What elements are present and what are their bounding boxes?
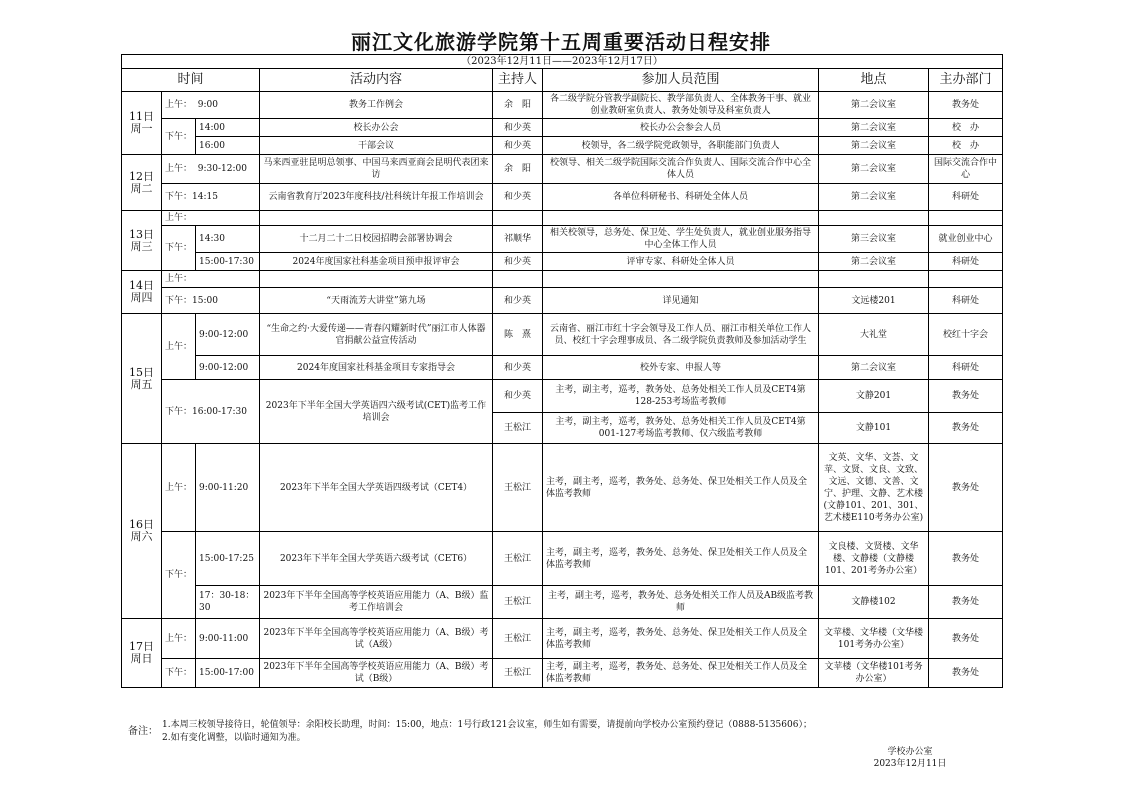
activity-content: 2023年下半年全国高等学校英语应用能力（A、B级）考试（A级） — [260, 619, 493, 659]
date-range: （2023年12月11日——2023年12月17日） — [122, 55, 1003, 69]
time-label: 17：30-18：30 — [196, 586, 260, 619]
participants: 相关校领导，总务处、保卫处、学生处负责人，就业创业服务指导中心全体工作人员 — [543, 226, 819, 253]
day-cell-16 — [122, 444, 162, 619]
location: 第二会议室 — [819, 119, 929, 137]
activity-content: 教务工作例会 — [260, 92, 493, 119]
dept: 教务处 — [929, 92, 1003, 119]
header-row — [122, 69, 1003, 92]
participants: 云南省、丽江市红十字会领导及工作人员、丽江市相关单位工作人员、校红十字会理事成员、各二级学院负责教师及参加活动学生 — [543, 314, 819, 356]
table-row — [122, 356, 1003, 380]
day-weekday: 周四 — [130, 291, 153, 304]
time-label: 9:00-11:00 — [196, 619, 260, 659]
host: 和少英 — [493, 119, 543, 137]
period-label: 下午： — [162, 119, 196, 155]
period-time — [162, 380, 260, 444]
dept: 教务处 — [929, 659, 1003, 688]
dept: 教务处 — [929, 380, 1003, 413]
period-label: 上午： — [165, 164, 193, 174]
header-dept: 主办部门 — [929, 69, 1003, 92]
location: 第三会议室 — [819, 226, 929, 253]
host: 和少英 — [493, 380, 543, 413]
dept: 国际交流合作中心 — [929, 155, 1003, 184]
activity-content: 干部会议 — [260, 137, 493, 155]
header-content: 活动内容 — [260, 69, 493, 92]
participants: 校长办公会参会人员 — [543, 119, 819, 137]
time-label: 14:00 — [196, 119, 260, 137]
time-label: 16:00-17:30 — [192, 406, 247, 417]
location: 第二会议室 — [819, 155, 929, 184]
location: 文静201 — [819, 380, 929, 413]
table-row — [122, 184, 1003, 211]
host: 王松江 — [493, 619, 543, 659]
activity-content: 2023年下半年全国大学英语六级考试（CET6） — [260, 532, 493, 586]
participants: 主考，副主考，巡考，教务处、总务处、保卫处相关工作人员及全体监考教师 — [543, 659, 819, 688]
day-date: 14日 — [129, 279, 154, 292]
day-date: 17日 — [129, 640, 154, 653]
table-row — [122, 211, 1003, 226]
participants: 主考，副主考，巡考，教务处、总务处、保卫处相关工作人员及全体监考教师 — [543, 444, 819, 532]
table-row — [122, 532, 1003, 586]
period-label: 上午： — [162, 619, 196, 659]
period-label: 下午： — [162, 532, 196, 619]
day-weekday: 周日 — [130, 652, 153, 665]
participants: 校外专家、申报人等 — [543, 356, 819, 380]
document-title: 丽江文化旅游学院第十五周重要活动日程安排 — [351, 30, 771, 54]
day-date: 12日 — [129, 169, 154, 183]
header-participants: 参加人员范围 — [543, 69, 819, 92]
dept: 校 办 — [929, 119, 1003, 137]
activity-content: 2023年下半年全国高等学校英语应用能力（A、B级）监考工作培训会 — [260, 586, 493, 619]
host: 祁顺华 — [493, 226, 543, 253]
day-cell-14 — [122, 271, 162, 314]
day-weekday: 周一 — [130, 122, 153, 135]
day-weekday: 周六 — [130, 530, 153, 543]
participants: 主考，副主考，巡考，教务处、总务处相关工作人员及CET4第001-127考场监考教师、仅六级监考教师 — [543, 413, 819, 444]
dept: 教务处 — [929, 532, 1003, 586]
time-label: 15:00 — [192, 295, 218, 306]
host: 王松江 — [493, 586, 543, 619]
time-label: 15:00-17:30 — [196, 253, 260, 271]
activity-content: 十二月二十二日校园招聘会部署协调会 — [260, 226, 493, 253]
time-label: 14:15 — [192, 192, 218, 202]
day-cell-13 — [122, 211, 162, 271]
time-label: 9:00 — [197, 100, 218, 110]
location: 第二会议室 — [819, 137, 929, 155]
host: 王松江 — [493, 659, 543, 688]
activity-content: 2023年下半年全国大学英语四级考试（CET4） — [260, 444, 493, 532]
table-row — [122, 380, 1003, 413]
dept: 教务处 — [929, 444, 1003, 532]
location: 文苹楼（文华楼101考务办公室） — [819, 659, 929, 688]
dept: 科研处 — [929, 288, 1003, 314]
time-label: 15:00-17:00 — [196, 659, 260, 688]
host: 和少英 — [493, 184, 543, 211]
participants: 主考，副主考，巡考，教务处、总务处、保卫处相关工作人员及全体监考教师 — [543, 619, 819, 659]
table-row — [122, 155, 1003, 184]
activity-content: 云南省教育厅2023年度科技/社科统计年报工作培训会 — [260, 184, 493, 211]
host: 和少英 — [493, 137, 543, 155]
header-time: 时间 — [122, 69, 260, 92]
location: 大礼堂 — [819, 314, 929, 356]
period-label: 上午： — [162, 271, 260, 288]
host: 陈 熹 — [493, 314, 543, 356]
participants: 校领导、相关二级学院国际交流合作负责人、国际交流合作中心全体人员 — [543, 155, 819, 184]
participants: 校领导，各二级学院党政领导，各职能部门负责人 — [543, 137, 819, 155]
period-time — [162, 92, 260, 119]
host: 王松江 — [493, 532, 543, 586]
host: 和少英 — [493, 356, 543, 380]
day-date: 13日 — [129, 227, 154, 241]
table-row — [122, 253, 1003, 271]
dept: 科研处 — [929, 184, 1003, 211]
activity-content: 校长办公会 — [260, 119, 493, 137]
dept: 科研处 — [929, 356, 1003, 380]
location: 文静101 — [819, 413, 929, 444]
period-label: 上午： — [162, 444, 196, 532]
period-label: 下午： — [165, 295, 193, 306]
activity-content: 2023年下半年全国大学英语四六级考试(CET)监考工作培训会 — [260, 380, 493, 444]
header-location: 地点 — [819, 69, 929, 92]
host: 王松江 — [493, 444, 543, 532]
activity-content: “天雨流芳大讲堂”第九场 — [260, 288, 493, 314]
table-row — [122, 137, 1003, 155]
participants: 各二级学院分管教学副院长、教学部负责人、全体教务干事、就业创业教研室负责人、教务处领导及科室负责人 — [543, 92, 819, 119]
time-label: 9:00-12:00 — [196, 314, 260, 356]
footer-office: 学校办公室 — [887, 747, 933, 757]
location: 文远楼201 — [819, 288, 929, 314]
participants: 评审专家、科研处全体人员 — [543, 253, 819, 271]
time-label: 9:00-11:20 — [196, 444, 260, 532]
note-line-2: 2.如有变化调整，以临时通知为准。 — [162, 733, 306, 743]
table-row — [122, 314, 1003, 356]
table-row — [122, 119, 1003, 137]
dept: 校红十字会 — [929, 314, 1003, 356]
dept: 校 办 — [929, 137, 1003, 155]
day-cell-17 — [122, 619, 162, 688]
day-weekday: 周二 — [130, 181, 153, 195]
host: 余 阳 — [493, 92, 543, 119]
dept: 科研处 — [929, 253, 1003, 271]
table-row — [122, 92, 1003, 119]
time-label: 14:30 — [196, 226, 260, 253]
period-label: 上午： — [165, 100, 193, 110]
host: 王松江 — [493, 413, 543, 444]
table-row — [122, 586, 1003, 619]
time-label: 15:00-17:25 — [196, 532, 260, 586]
period-label: 下午： — [162, 659, 196, 688]
footer-date: 2023年12月11日 — [873, 759, 947, 769]
participants: 主考，副主考，巡考，教务处、总务处相关工作人员及AB级监考教师 — [543, 586, 819, 619]
table-row — [122, 659, 1003, 688]
day-date: 15日 — [129, 365, 154, 379]
activity-content: 2023年下半年全国高等学校英语应用能力（A、B级）考试（B级） — [260, 659, 493, 688]
location: 第二会议室 — [819, 356, 929, 380]
period-label: 下午： — [162, 226, 196, 271]
period-time — [162, 184, 260, 211]
day-date: 11日 — [129, 110, 154, 123]
table-row — [122, 271, 1003, 288]
dept: 教务处 — [929, 586, 1003, 619]
day-weekday: 周五 — [130, 377, 153, 391]
period-label: 下午： — [165, 192, 193, 202]
dept: 教务处 — [929, 413, 1003, 444]
dept: 教务处 — [929, 619, 1003, 659]
period-time — [162, 288, 260, 314]
table-row — [122, 226, 1003, 253]
day-cell-11 — [122, 92, 162, 155]
location: 第二会议室 — [819, 253, 929, 271]
location: 文良楼、文贤楼、文华楼、文静楼（文静楼101、201考务办公室） — [819, 532, 929, 586]
participants: 各单位科研秘书、科研处全体人员 — [543, 184, 819, 211]
host: 余 阳 — [493, 155, 543, 184]
day-weekday: 周三 — [130, 239, 153, 253]
location: 文苹楼、文华楼（文华楼101考务办公室） — [819, 619, 929, 659]
time-label: 16:00 — [196, 137, 260, 155]
period-label: 下午： — [165, 406, 193, 417]
day-cell-15 — [122, 314, 162, 444]
participants: 详见通知 — [543, 288, 819, 314]
table-row — [122, 619, 1003, 659]
period-label: 上午： — [162, 314, 196, 380]
activity-content: “生命之约·大爱传递——青春闪耀新时代”丽江市人体器官捐献公益宣传活动 — [260, 314, 493, 356]
location: 第二会议室 — [819, 184, 929, 211]
table-row — [122, 288, 1003, 314]
dept: 就业创业中心 — [929, 226, 1003, 253]
activity-content: 2024年度国家社科基金项目预申报评审会 — [260, 253, 493, 271]
host: 和少英 — [493, 288, 543, 314]
period-time — [162, 155, 260, 184]
location: 第二会议室 — [819, 92, 929, 119]
table-row — [122, 444, 1003, 532]
time-label: 9:30-12:00 — [197, 164, 247, 174]
footer-signature — [860, 746, 960, 770]
participants: 主考，副主考，巡考，教务处、总务处相关工作人员及CET4第128-253考场监考教师 — [543, 380, 819, 413]
activity-content: 2024年度国家社科基金项目专家指导会 — [260, 356, 493, 380]
notes-label: 备注： — [128, 726, 158, 737]
host: 和少英 — [493, 253, 543, 271]
activity-content: 马来西亚驻昆明总领事、中国马来西亚商会昆明代表团来访 — [260, 155, 493, 184]
header-host: 主持人 — [493, 69, 543, 92]
location: 文英、文华、文荟、文苹、文贤、文良、文致、文远、文德、文善、文宁、护理、文静、艺术楼(文静101、201、301、艺术楼E110考务办公室) — [819, 444, 929, 532]
participants: 主考，副主考，巡考，教务处、总务处、保卫处相关工作人员及全体监考教师 — [543, 532, 819, 586]
note-line-1: 1.本周三校领导接待日，轮值领导：余阳校长助理，时间：15:00，地点：1号行政121会议室，师生如有需要，请提前向学校办公室预约登记（0888-5135606）； — [162, 720, 812, 730]
schedule-table — [121, 54, 1003, 688]
period-label: 上午： — [162, 211, 260, 226]
location: 文静楼102 — [819, 586, 929, 619]
day-date: 16日 — [129, 518, 154, 531]
time-label: 9:00-12:00 — [196, 356, 260, 380]
day-cell-12 — [122, 155, 162, 211]
